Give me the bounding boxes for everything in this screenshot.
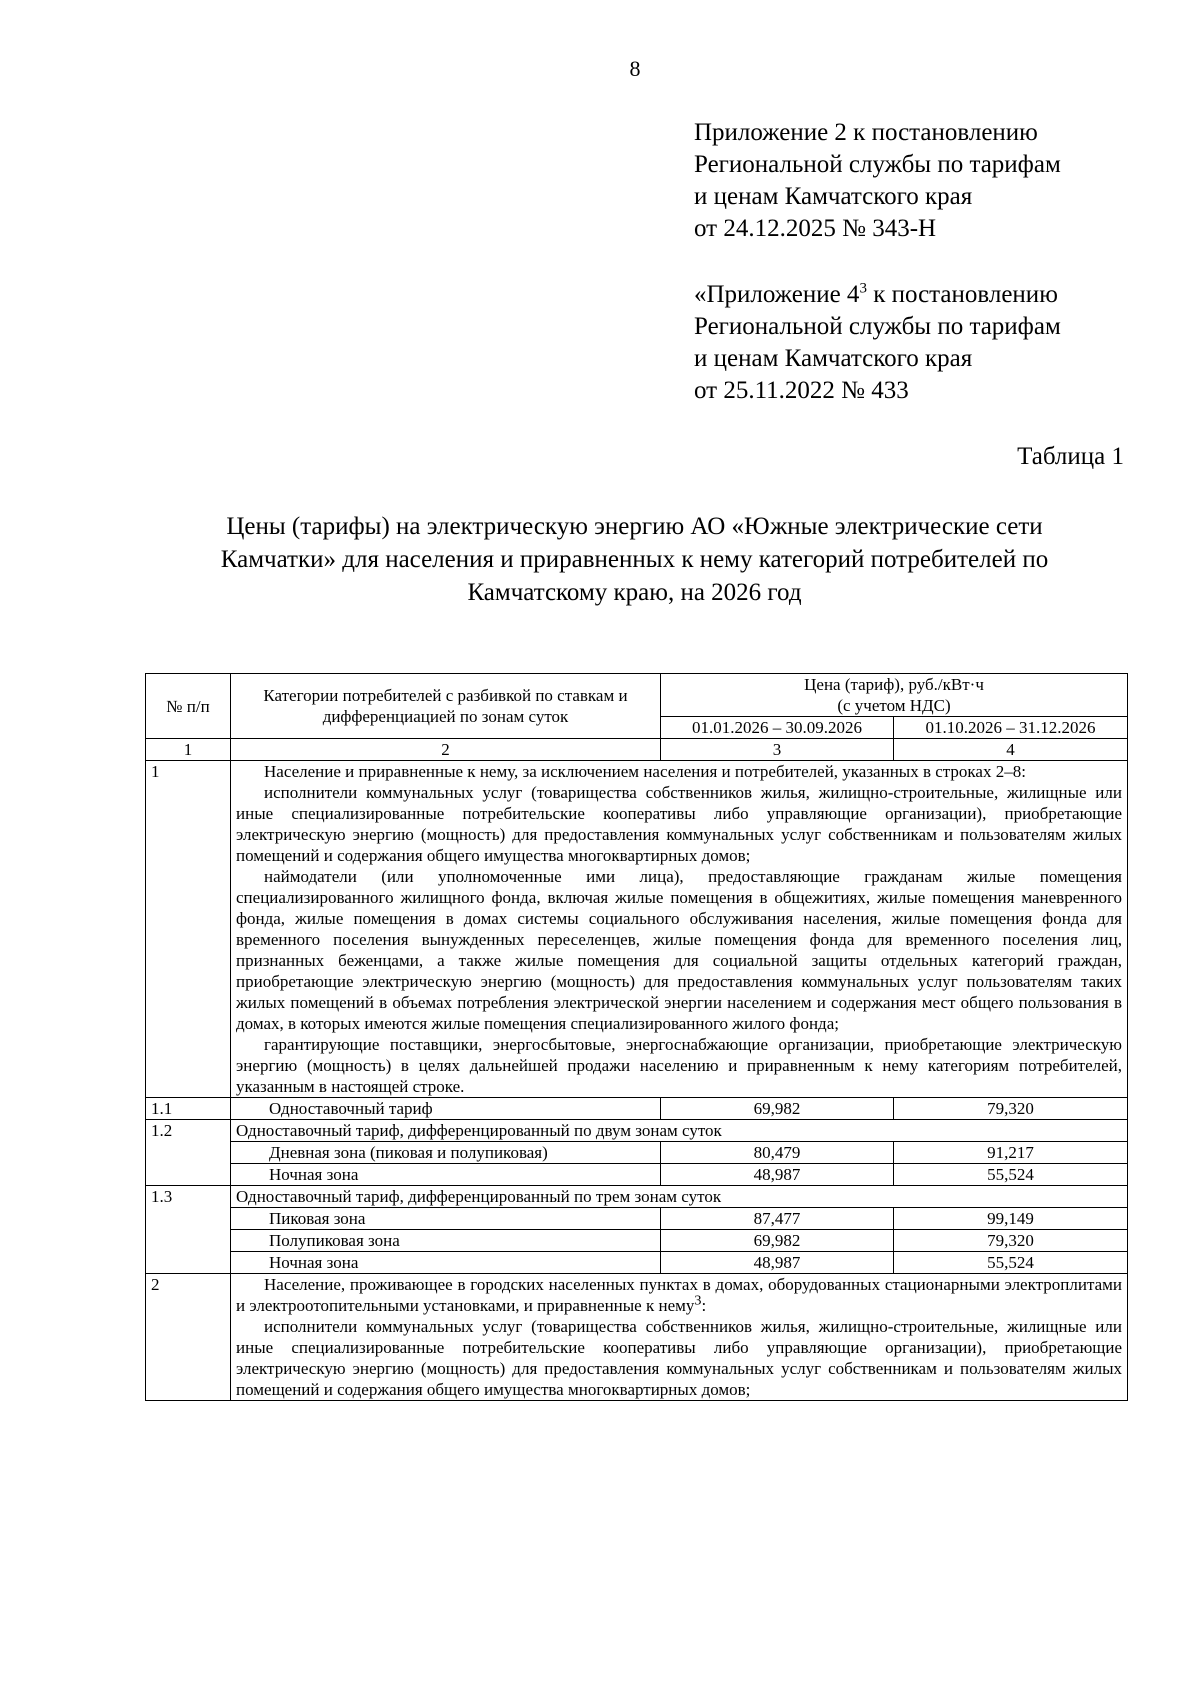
- header-row: [146, 674, 1128, 717]
- appendix-line: и ценам Камчатского края: [694, 183, 973, 210]
- table-row: [146, 761, 1128, 1098]
- section-description: [231, 1274, 1128, 1401]
- column-number: 3: [661, 739, 894, 761]
- paragraph: [236, 1274, 1122, 1316]
- column-number: 4: [894, 739, 1128, 761]
- table-row: [146, 1164, 1128, 1186]
- table-row: [146, 1252, 1128, 1274]
- appendix-superscript: 3: [859, 280, 867, 297]
- tariff-value: 79,320: [894, 1098, 1128, 1120]
- table-row: [146, 1230, 1128, 1252]
- appendix-line: и ценам Камчатского края: [694, 345, 973, 372]
- header-price-line: Цена (тариф), руб./кВт·ч: [804, 675, 984, 694]
- table-row: [146, 1186, 1128, 1208]
- table-row: [146, 1120, 1128, 1142]
- page-number: 8: [629, 56, 641, 81]
- tariff-value: 55,524: [894, 1252, 1128, 1274]
- tariff-label: Одноставочный тариф: [231, 1098, 661, 1120]
- tariff-group-label: Одноставочный тариф, дифференцированный по трем зонам суток: [231, 1186, 1128, 1208]
- row-number: 1.3: [146, 1186, 231, 1274]
- paragraph: исполнители коммунальных услуг (товарищества собственников жилья, жилищно-строительные, жилищные или иные специализированные потребительские кооперативы либо управляющие организации), приобретающие электрическую энергию (мощность) для предоставления коммунальных услуг собственникам и пользователям жилых помещений и содержания общего имущества многоквартирных домов;: [236, 1317, 1122, 1399]
- appendix-line: Приложение 2 к постановлению: [694, 119, 1038, 146]
- paragraph: исполнители коммунальных услуг (товарищества собственников жилья, жилищно-строительные, жилищные или иные специализированные потребительские кооперативы либо управляющие организации), приобретающие электрическую энергию (мощность) для предоставления коммунальных услуг собственникам и пользователям жилых помещений и содержания общего имущества многоквартирных домов;: [236, 783, 1122, 865]
- appendix-line: Региональной службы по тарифам: [694, 313, 1061, 340]
- tariff-value: 55,524: [894, 1164, 1128, 1186]
- table-row: [146, 1208, 1128, 1230]
- table-label: Таблица 1: [1017, 443, 1124, 470]
- header-category: Категории потребителей с разбивкой по ставкам и дифференциацией по зонам суток: [231, 674, 661, 739]
- header-price-line: (с учетом НДС): [837, 696, 951, 715]
- zone-label: Ночная зона: [231, 1252, 661, 1274]
- row-number: 1.2: [146, 1120, 231, 1186]
- paragraph: гарантирующие поставщики, энергосбытовые, энергоснабжающие организации, приобретающие электрическую энергию (мощность) в целях дальнейшей продажи населению и приравненным к нему категориям потребителей, указанным в настоящей строке.: [236, 1035, 1122, 1096]
- row-number: 2: [146, 1274, 231, 1401]
- tariff-group-label: Одноставочный тариф, дифференцированный по двум зонам суток: [231, 1120, 1128, 1142]
- document-title: [142, 510, 1127, 609]
- appendix-current-reference: [694, 117, 1061, 245]
- paragraph: наймодатели (или уполномоченные ими лица), предоставляющие гражданам жилые помещения специализированного жилищного фонда, включая жилые помещения в общежитиях, жилые помещения маневренного фонда, жилые помещения в домах системы социального обслуживания населения, жилые помещения фонда для временного поселения вынужденных переселенцев, жилые помещения фонда для временного поселения лиц, признанных беженцами, а также жилые помещения для социальной защиты отдельных категорий граждан, приобретающие электрическую энергию (мощность) для предоставления коммунальных услуг пользователям таких жилых помещений в объемах потребления электрической энергии населением и содержания мест общего пользования в домах, в которых имеются жилые помещения специализированного жилого фонда;: [236, 867, 1122, 1033]
- tariff-value: 48,987: [661, 1252, 894, 1274]
- zone-label: Пиковая зона: [231, 1208, 661, 1230]
- tariff-value: 69,982: [661, 1098, 894, 1120]
- table-row: [146, 1098, 1128, 1120]
- footnote-marker: 3: [694, 1292, 702, 1309]
- title-line: Камчатки» для населения и приравненных к нему категорий потребителей по: [220, 546, 1049, 573]
- section-description: [231, 761, 1128, 1098]
- paragraph-end: :: [701, 1296, 707, 1315]
- appendix-line: [694, 279, 1061, 311]
- zone-label: Дневная зона (пиковая и полупиковая): [231, 1142, 661, 1164]
- zone-label: Ночная зона: [231, 1164, 661, 1186]
- tariff-value: 79,320: [894, 1230, 1128, 1252]
- table-row: [146, 1142, 1128, 1164]
- paragraph: Население и приравненные к нему, за исключением населения и потребителей, указанных в строках 2–8:: [264, 762, 1026, 781]
- column-number-row: [146, 739, 1128, 761]
- title-line: Камчатскому краю, на 2026 год: [467, 579, 802, 606]
- appendix-line: от 25.11.2022 № 433: [694, 377, 909, 404]
- appendix-prefix: «Приложение 4: [694, 281, 860, 308]
- row-number: 1: [146, 761, 231, 1098]
- zone-label: Полупиковая зона: [231, 1230, 661, 1252]
- tariff-value: 48,987: [661, 1164, 894, 1186]
- table-row: [146, 1274, 1128, 1401]
- tariff-value: 91,217: [894, 1142, 1128, 1164]
- column-number: 2: [231, 739, 661, 761]
- tariff-value: 99,149: [894, 1208, 1128, 1230]
- title-line: Цены (тарифы) на электрическую энергию АО «Южные электрические сети: [226, 513, 1043, 540]
- tariff-value: 87,477: [661, 1208, 894, 1230]
- appendix-line: от 24.12.2025 № 343-Н: [694, 215, 937, 242]
- appendix-suffix: к постановлению: [866, 281, 1058, 308]
- tariff-table: [145, 673, 1128, 1401]
- appendix-previous-reference: [694, 279, 1061, 407]
- header-price: [661, 674, 1128, 717]
- header-period-1: 01.01.2026 – 30.09.2026: [661, 717, 894, 739]
- column-number: 1: [146, 739, 231, 761]
- header-period-2: 01.10.2026 – 31.12.2026: [894, 717, 1128, 739]
- tariff-value: 80,479: [661, 1142, 894, 1164]
- header-number: № п/п: [146, 674, 231, 739]
- row-number: 1.1: [146, 1098, 231, 1120]
- appendix-line: Региональной службы по тарифам: [694, 151, 1061, 178]
- paragraph-text: Население, проживающее в городских населенных пунктах в домах, оборудованных стационарными электроплитами и электроотопительными установками, и приравненные к нему: [236, 1275, 1122, 1315]
- tariff-value: 69,982: [661, 1230, 894, 1252]
